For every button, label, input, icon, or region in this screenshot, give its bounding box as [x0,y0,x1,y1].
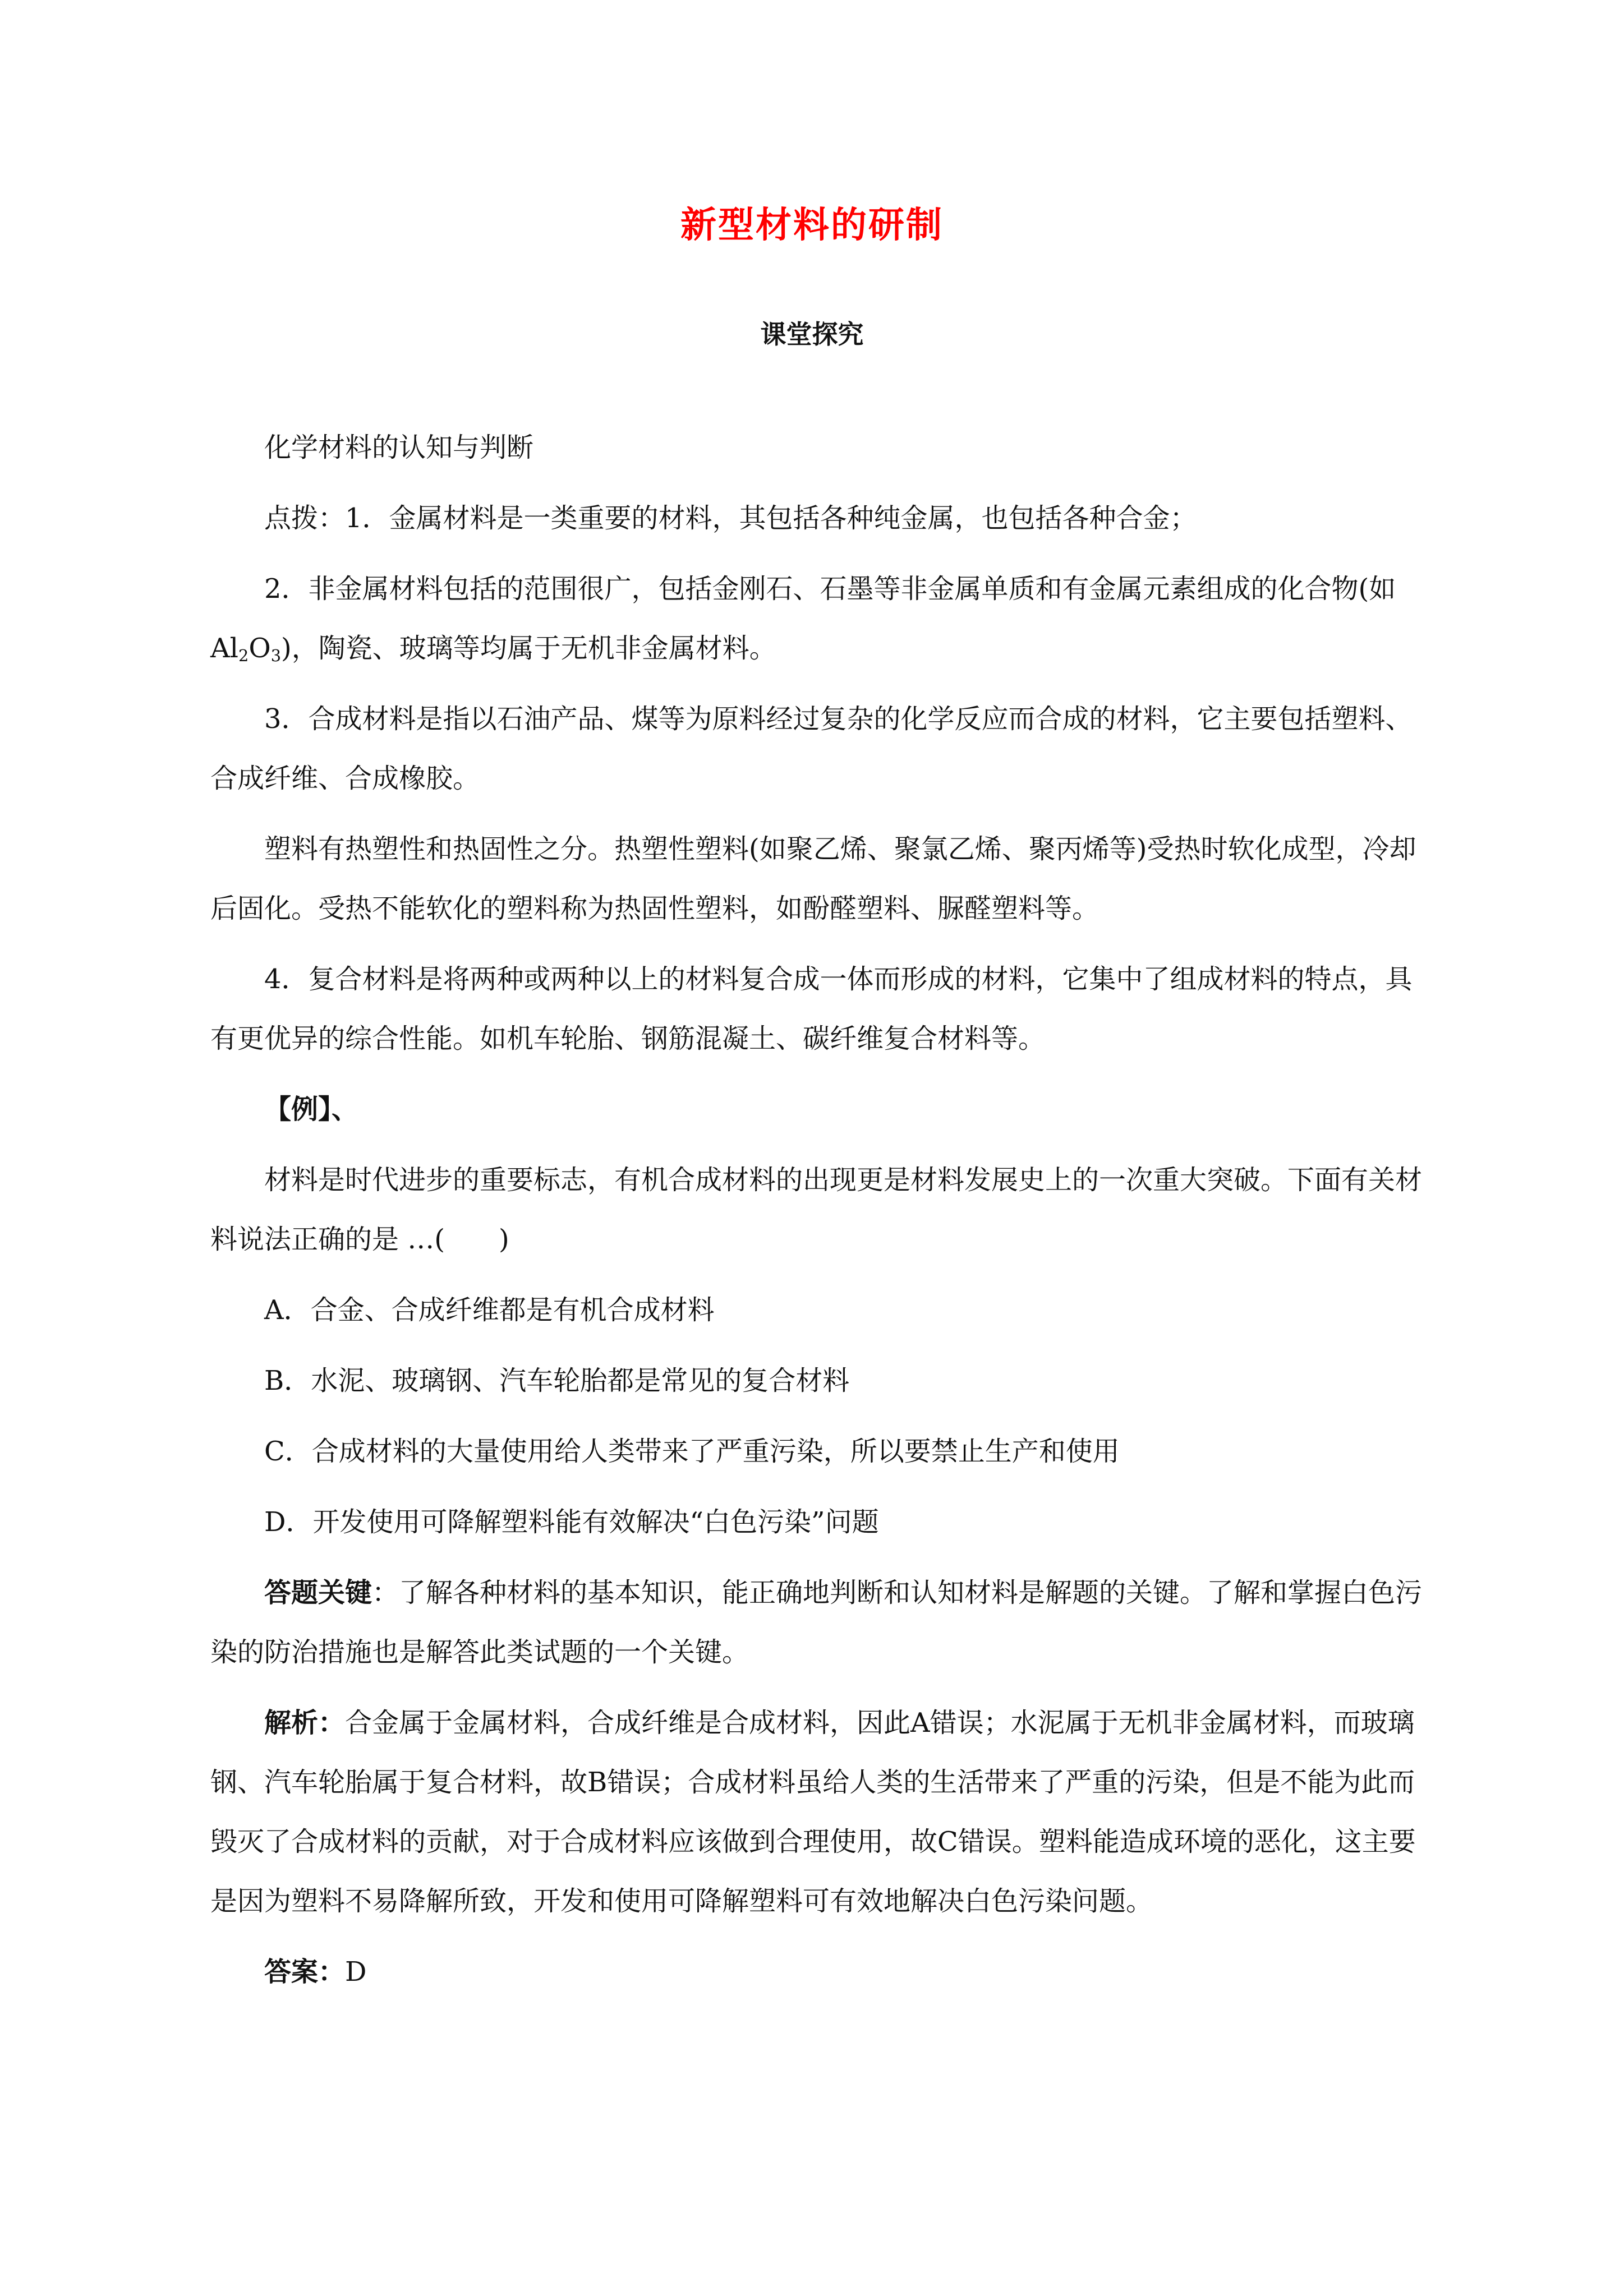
option-d: D．开发使用可降解塑料能有效解决“白色污染”问题 [264,1506,879,1538]
answer-text: D [345,1956,367,1988]
point-1: 点拨：1．金属材料是一类重要的材料，其包括各种纯金属，也包括各种合金； [264,502,1197,534]
key-text: ：了解各种材料的基本知识，能正确地判断和认知材料是解题的关键。了解和掌握白色污染的防治措施也是解答此类试题的一个关键。 [210,1577,1423,1668]
point-2 [210,559,1433,678]
example-question: 材料是时代进步的重要标志，有机合成材料的出现更是材料发展史上的一次重大突破。下面有关材料说法正确的是 …( ) [210,1164,1423,1255]
document-body [210,418,1433,2013]
key-paragraph [210,1563,1433,1682]
example-heading: 【例】、 [264,1094,359,1125]
point-4: 4．复合材料是将两种或两种以上的材料复合成一体而形成的材料，它集中了组成材料的特点，具有更优异的综合性能。如机车轮胎、钢筋混凝土、碳纤维复合材料等。 [210,963,1413,1054]
option-c: C．合成材料的大量使用给人类带来了严重污染，所以要禁止生产和使用 [264,1436,1120,1467]
analysis-paragraph [210,1693,1433,1931]
point-3-plastics: 塑料有热塑性和热固性之分。热塑性塑料(如聚乙烯、聚氯乙烯、聚丙烯等)受热时软化成型，冷却后固化。受热不能软化的塑料称为热固性塑料，如酚醛塑料、脲醛塑料等。 [210,833,1416,924]
point-2-text-o: O [249,633,271,664]
point-2-text-b: )，陶瓷、玻璃等均属于无机非金属材料。 [281,633,776,664]
answer-paragraph [210,1942,1433,2002]
analysis-label: 解析： [264,1707,346,1739]
answer-label: 答案： [264,1956,346,1988]
option-b: B．水泥、玻璃钢、汽车轮胎都是常见的复合材料 [264,1365,850,1396]
point-3: 3．合成材料是指以石油产品、煤等为原料经过复杂的化学反应而合成的材料，它主要包括塑料、合成纤维、合成橡胶。 [210,703,1413,794]
section-heading: 课堂探究 [760,319,864,349]
point-2-subscript-1: 2 [238,646,249,666]
option-a: A．合金、合成纤维都是有机合成材料 [264,1294,715,1326]
topic-line: 化学材料的认知与判断 [264,432,534,463]
point-2-text-a: 2．非金属材料包括的范围很广，包括金刚石、石墨等非金属单质和有金属元素组成的化合物(如Al [210,573,1396,664]
document-title: 新型材料的研制 [680,205,944,246]
point-2-subscript-2: 3 [270,646,282,666]
key-label: 答题关键 [264,1577,372,1608]
analysis-text: 合金属于金属材料，合成纤维是合成材料，因此A错误；水泥属于无机非金属材料，而玻璃钢、汽车轮胎属于复合材料，故B错误；合成材料虽给人类的生活带来了严重的污染，但是不能为此而毁灭了合成材料的贡献，对于合成材料应该做到合理使用，故C错误。塑料能造成环境的恶化，这主要是因为塑料不易降解所致，开发和使用可降解塑料可有效地解决白色污染问题。 [210,1707,1416,1917]
